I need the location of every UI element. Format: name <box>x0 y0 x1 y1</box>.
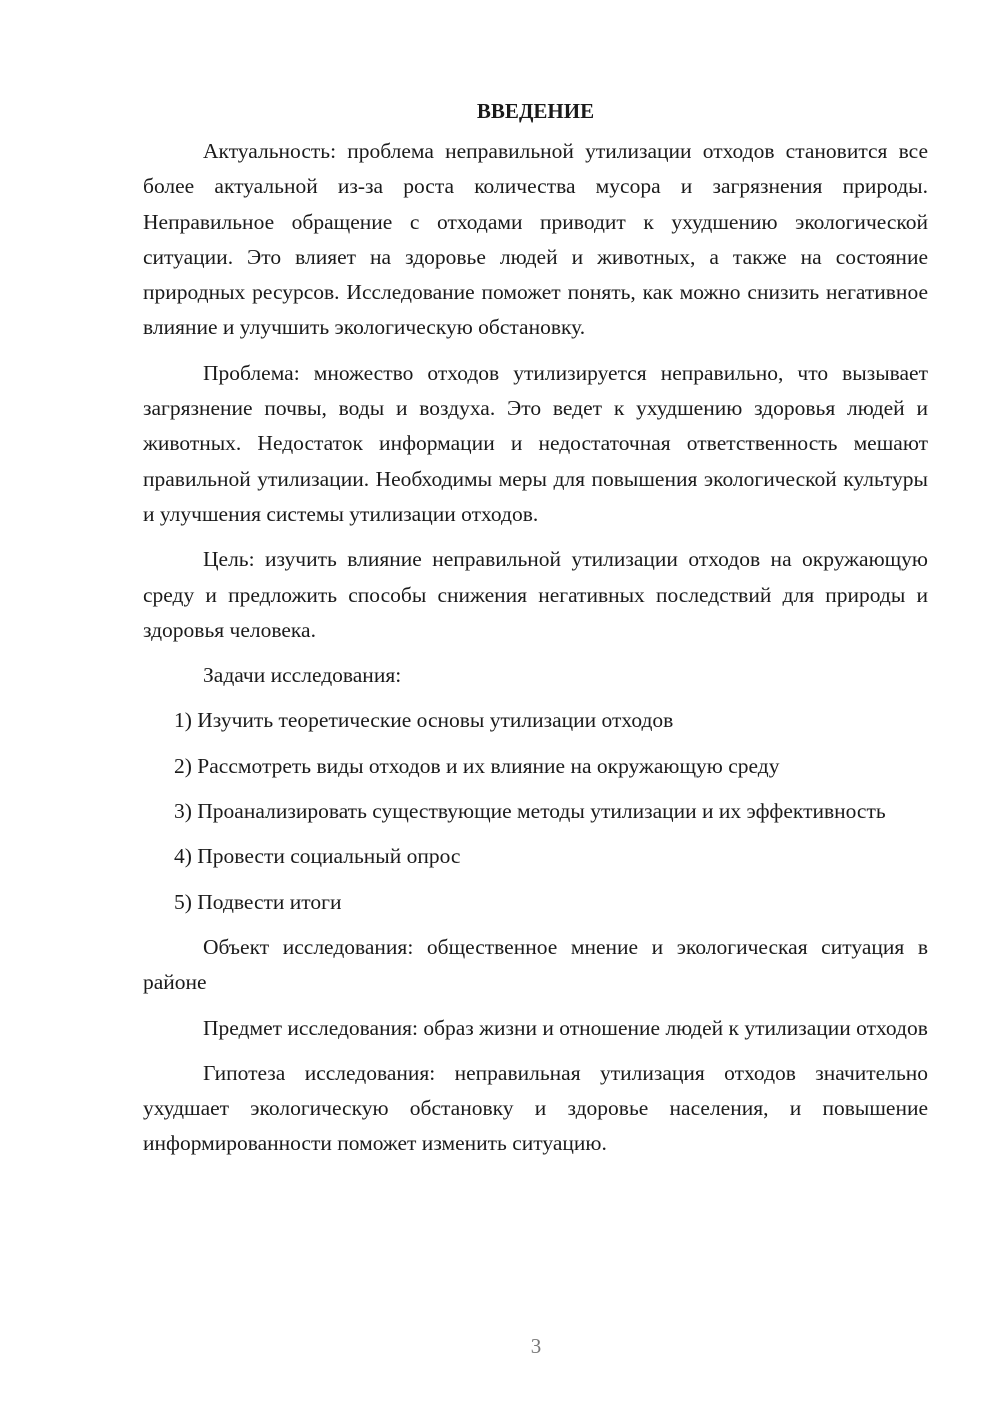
paragraph-problem: Проблема: множество отходов утилизируется неправильно, что вызывает загрязнение почвы, воды и воздуха. Это ведет к ухудшению здоровья людей и животных. Недостаток информации и недостаточная ответственность мешают правильной утилизации. Необходимы меры для повышения экологической культуры и улучшения системы утилизации отходов. <box>143 360 928 526</box>
paragraph-subject: Предмет исследования: образ жизни и отношение людей к утилизации отходов <box>203 1015 928 1040</box>
list-item-task-5: 5) Подвести итоги <box>174 889 342 914</box>
tasks-heading: Задачи исследования: <box>203 663 402 688</box>
list-item-task-4: 4) Провести социальный опрос <box>174 844 461 869</box>
document-page <box>143 96 928 1172</box>
page-number: 3 <box>530 1334 542 1358</box>
list-item-task-3: 3) Проанализировать существующие методы утилизации и их эффективность <box>174 799 886 824</box>
list-item-task-2: 2) Рассмотреть виды отходов и их влияние на окружающую среду <box>174 753 780 778</box>
paragraph-relevance: Актуальность: проблема неправильной утилизации отходов становится все более актуальной из-за роста количества мусора и загрязнения природы. Неправильное обращение с отходами приводит к ухудшению экологической ситуации. Это влияет на здоровье людей и животных, а также на состояние природных ресурсов. Исследование поможет понять, как можно снизить негативное влияние и улучшить экологическую обстановку. <box>143 139 928 340</box>
paragraph-hypothesis: Гипотеза исследования: неправильная утилизация отходов значительно ухудшает экологическую обстановку и здоровье населения, и повышение информированности поможет изменить ситуацию. <box>143 1060 928 1156</box>
paragraph-goal: Цель: изучить влияние неправильной утилизации отходов на окружающую среду и предложить способы снижения негативных последствий для природы и здоровья человека. <box>143 547 928 642</box>
paragraph-object: Объект исследования: общественное мнение и экологическая ситуация в районе <box>143 934 928 995</box>
page-title: ВВЕДЕНИЕ <box>476 99 595 123</box>
list-item-task-1: 1) Изучить теоретические основы утилизации отходов <box>174 708 674 733</box>
